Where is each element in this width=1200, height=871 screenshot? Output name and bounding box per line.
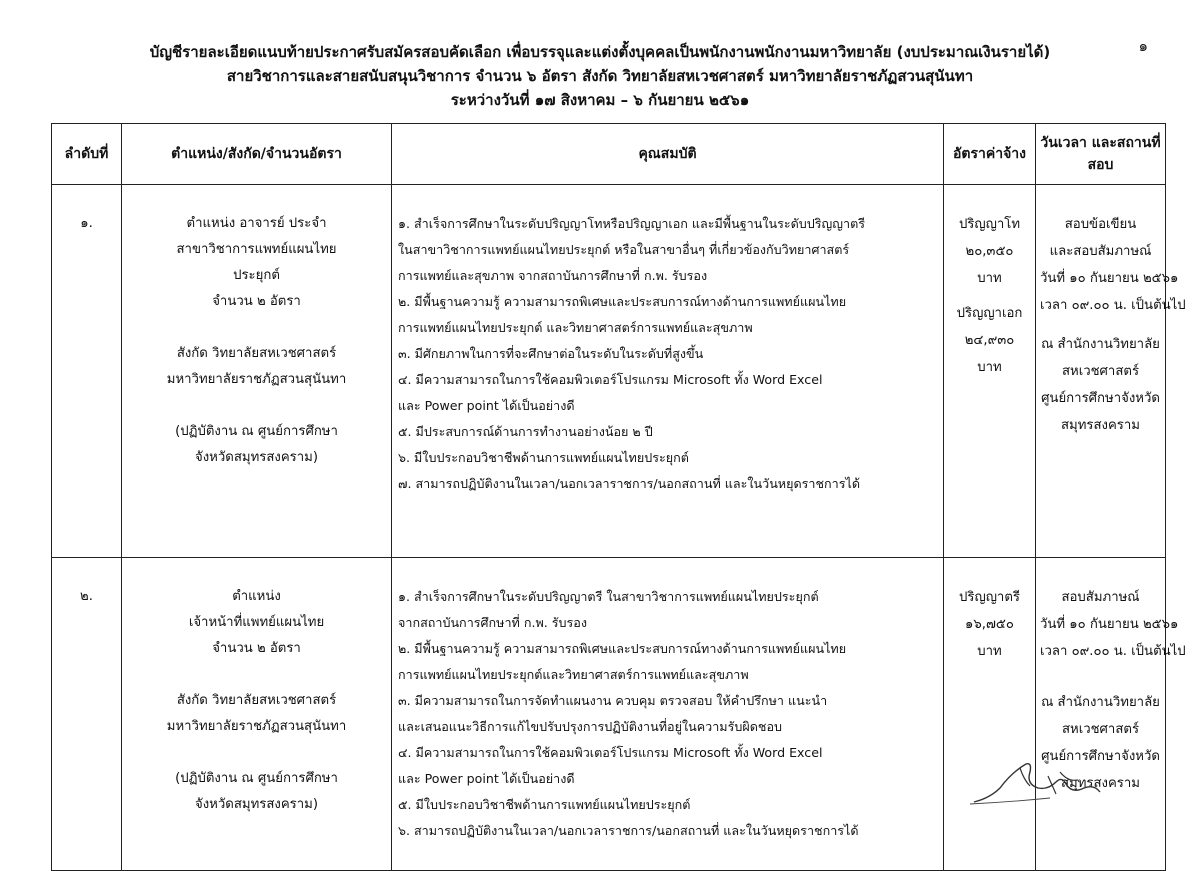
table-row bbox=[52, 185, 1166, 558]
qualification-line: และเสนอแนะวิธีการแก้ไขปรับปรุงการปฏิบัติงานที่อยู่ในความรับผิดชอบ bbox=[398, 719, 783, 734]
rate-unit: บาท bbox=[977, 271, 1002, 286]
qualification-line: และ Power point ได้เป็นอย่างดี bbox=[398, 771, 575, 786]
position-title-line: ตำแหน่ง bbox=[232, 589, 281, 604]
header-rate: อัตราค่าจ้าง bbox=[944, 124, 1036, 185]
exam-cell bbox=[1036, 558, 1186, 871]
exam-schedule-line: วันที่ ๑๐ กันยายน ๒๕๖๑ bbox=[1040, 617, 1179, 632]
position-title-line: ตำแหน่ง อาจารย์ ประจำ bbox=[186, 216, 327, 231]
rate-unit: บาท bbox=[977, 360, 1002, 375]
workplace-line: (ปฏิบัติงาน ณ ศูนย์การศึกษา bbox=[175, 424, 338, 439]
position-cell bbox=[122, 185, 392, 558]
qualification-line: ๔. มีความสามารถในการใช้คอมพิวเตอร์โปรแกรม Microsoft ทั้ง Word Excel bbox=[398, 745, 823, 760]
qualification-line: การแพทย์และสุขภาพ จากสถาบันการศึกษาที่ ก.พ. รับรอง bbox=[398, 268, 708, 283]
rate-amount: ๑๖,๗๕๐ bbox=[965, 617, 1014, 632]
exam-location-line: สมุทรสงคราม bbox=[1060, 418, 1140, 433]
handwritten-signature-icon bbox=[960, 758, 1110, 810]
qualification-line: ๑. สำเร็จการศึกษาในระดับปริญญาตรี ในสาขาวิชาการแพทย์แผนไทยประยุกต์ bbox=[398, 589, 819, 604]
exam-schedule-line: และสอบสัมภาษณ์ bbox=[1049, 244, 1152, 259]
rate-amount: ๒๔,๙๓๐ bbox=[964, 333, 1015, 348]
position-title-line: เจ้าหน้าที่แพทย์แผนไทย bbox=[188, 615, 325, 630]
exam-schedule-line: สอบข้อเขียน bbox=[1064, 217, 1137, 232]
heading-line-1: บัญชีรายละเอียดแนบท้ายประกาศรับสมัครสอบคัดเลือก เพื่อบรรจุและแต่งตั้งบุคคลเป็นพนักงานพนักงานมหาวิทยาลัย (งบประมาณเงินรายได้) bbox=[149, 43, 1051, 61]
exam-schedule-line: สอบสัมภาษณ์ bbox=[1061, 590, 1140, 605]
heading-line-2: สายวิชาการและสายสนับสนุนวิชาการ จำนวน ๖ อัตรา สังกัด วิทยาลัยสหเวชศาสตร์ มหาวิทยาลัยราชภัฏสวนสุนันทา bbox=[226, 67, 974, 85]
table-header-row bbox=[52, 124, 1166, 185]
qualification-line: ๓. มีศักยภาพในการที่จะศึกษาต่อในระดับในระดับที่สูงขึ้น bbox=[398, 346, 704, 361]
workplace-line: (ปฏิบัติงาน ณ ศูนย์การศึกษา bbox=[175, 771, 338, 786]
qualification-line: ๒. มีพื้นฐานความรู้ ความสามารถพิเศษและประสบการณ์ทางด้านการแพทย์แผนไทย bbox=[398, 294, 847, 309]
rate-degree: ปริญญาตรี bbox=[959, 590, 1020, 605]
qualification-line: จากสถาบันการศึกษาที่ ก.พ. รับรอง bbox=[398, 615, 587, 630]
row-no-cell bbox=[52, 185, 122, 558]
header-position: ตำแหน่ง/สังกัด/จำนวนอัตรา bbox=[122, 124, 392, 185]
position-cell bbox=[122, 558, 392, 871]
table-row bbox=[52, 558, 1166, 871]
row-no: ๑. bbox=[80, 216, 93, 231]
heading-line-3: ระหว่างวันที่ ๑๗ สิงหาคม – ๖ กันยายน ๒๕๖๑ bbox=[450, 91, 750, 109]
workplace-line: จังหวัดสมุทรสงคราม) bbox=[195, 450, 318, 465]
page-number: ๑ bbox=[1138, 37, 1148, 55]
position-title-line: จำนวน ๒ อัตรา bbox=[212, 294, 301, 309]
header-no: ลำดับที่ bbox=[52, 124, 122, 185]
affiliation-line: มหาวิทยาลัยราชภัฏสวนสุนันทา bbox=[166, 719, 347, 734]
exam-location-line: ศูนย์การศึกษาจังหวัด bbox=[1041, 391, 1160, 406]
qualification-line: ๒. มีพื้นฐานความรู้ ความสามารถพิเศษและประสบการณ์ทางด้านการแพทย์แผนไทย bbox=[398, 641, 847, 656]
qualification-line: ในสาขาวิชาการแพทย์แผนไทยประยุกต์ หรือในสาขาอื่นๆ ที่เกี่ยวข้องกับวิทยาศาสตร์ bbox=[398, 242, 850, 257]
rate-unit: บาท bbox=[977, 644, 1002, 659]
exam-location-line: ณ สำนักงานวิทยาลัย bbox=[1041, 337, 1160, 352]
rate-degree: ปริญญาเอก bbox=[956, 306, 1023, 321]
document-heading bbox=[120, 40, 1080, 112]
qualification-line: ๕. มีประสบการณ์ด้านการทำงานอย่างน้อย ๒ ปี bbox=[398, 424, 653, 439]
header-exam: วันเวลา และสถานที่สอบ bbox=[1036, 124, 1166, 185]
exam-schedule-line: เวลา ๐๙.๐๐ น. เป็นต้นไป bbox=[1040, 298, 1186, 313]
qualification-line: ๔. มีความสามารถในการใช้คอมพิวเตอร์โปรแกรม Microsoft ทั้ง Word Excel bbox=[398, 372, 823, 387]
workplace-line: จังหวัดสมุทรสงคราม) bbox=[195, 797, 318, 812]
exam-location-line: สมุทรสงคราม bbox=[1060, 776, 1140, 791]
rate-cell bbox=[944, 185, 1036, 558]
header-qualifications: คุณสมบัติ bbox=[392, 124, 944, 185]
qualification-line: ๕. มีใบประกอบวิชาชีพด้านการแพทย์แผนไทยประยุกต์ bbox=[398, 797, 691, 812]
qualification-line: ๖. มีใบประกอบวิชาชีพด้านการแพทย์แผนไทยประยุกต์ bbox=[398, 450, 689, 465]
exam-location-line: ศูนย์การศึกษาจังหวัด bbox=[1041, 749, 1160, 764]
affiliation-line: มหาวิทยาลัยราชภัฏสวนสุนันทา bbox=[166, 372, 347, 387]
exam-location-line: สหเวชศาสตร์ bbox=[1061, 722, 1140, 737]
qualification-line: ๑. สำเร็จการศึกษาในระดับปริญญาโทหรือปริญญาเอก และมีพื้นฐานในระดับปริญญาตรี bbox=[398, 216, 866, 231]
qualification-line: การแพทย์แผนไทยประยุกต์และวิทยาศาสตร์การแพทย์และสุขภาพ bbox=[398, 667, 749, 682]
position-title-line: สาขาวิชาการแพทย์แผนไทย bbox=[176, 242, 337, 257]
qualifications-cell bbox=[392, 185, 944, 558]
position-title-line: จำนวน ๒ อัตรา bbox=[212, 641, 301, 656]
exam-schedule-line: วันที่ ๑๐ กันยายน ๒๕๖๑ bbox=[1040, 271, 1179, 286]
qualification-line: ๗. สามารถปฏิบัติงานในเวลา/นอกเวลาราชการ/นอกสถานที่ และในวันหยุดราชการได้ bbox=[398, 476, 861, 491]
rate-amount: ๒๐,๓๕๐ bbox=[965, 244, 1014, 259]
affiliation-line: สังกัด วิทยาลัยสหเวชศาสตร์ bbox=[176, 693, 337, 708]
qualifications-cell bbox=[392, 558, 944, 871]
qualification-line: ๖. สามารถปฏิบัติงานในเวลา/นอกเวลาราชการ/นอกสถานที่ และในวันหยุดราชการได้ bbox=[398, 823, 859, 838]
qualification-line: ๓. มีความสามารถในการจัดทำแผนงาน ควบคุม ตรวจสอบ ให้คำปรึกษา แนะนำ bbox=[398, 693, 828, 708]
rate-cell bbox=[944, 558, 1036, 871]
exam-schedule-line: เวลา ๐๙.๐๐ น. เป็นต้นไป bbox=[1040, 644, 1186, 659]
exam-cell bbox=[1036, 185, 1186, 558]
exam-location-line: สหเวชศาสตร์ bbox=[1061, 364, 1140, 379]
affiliation-line: สังกัด วิทยาลัยสหเวชศาสตร์ bbox=[176, 346, 337, 361]
rate-degree: ปริญญาโท bbox=[958, 217, 1021, 232]
row-no-cell bbox=[52, 558, 122, 871]
qualification-line: การแพทย์แผนไทยประยุกต์ และวิทยาศาสตร์การแพทย์และสุขภาพ bbox=[398, 320, 753, 335]
exam-location-line: ณ สำนักงานวิทยาลัย bbox=[1041, 695, 1160, 710]
row-no: ๒. bbox=[80, 589, 93, 604]
position-title-line: ประยุกต์ bbox=[233, 268, 280, 283]
qualification-line: และ Power point ได้เป็นอย่างดี bbox=[398, 398, 575, 413]
